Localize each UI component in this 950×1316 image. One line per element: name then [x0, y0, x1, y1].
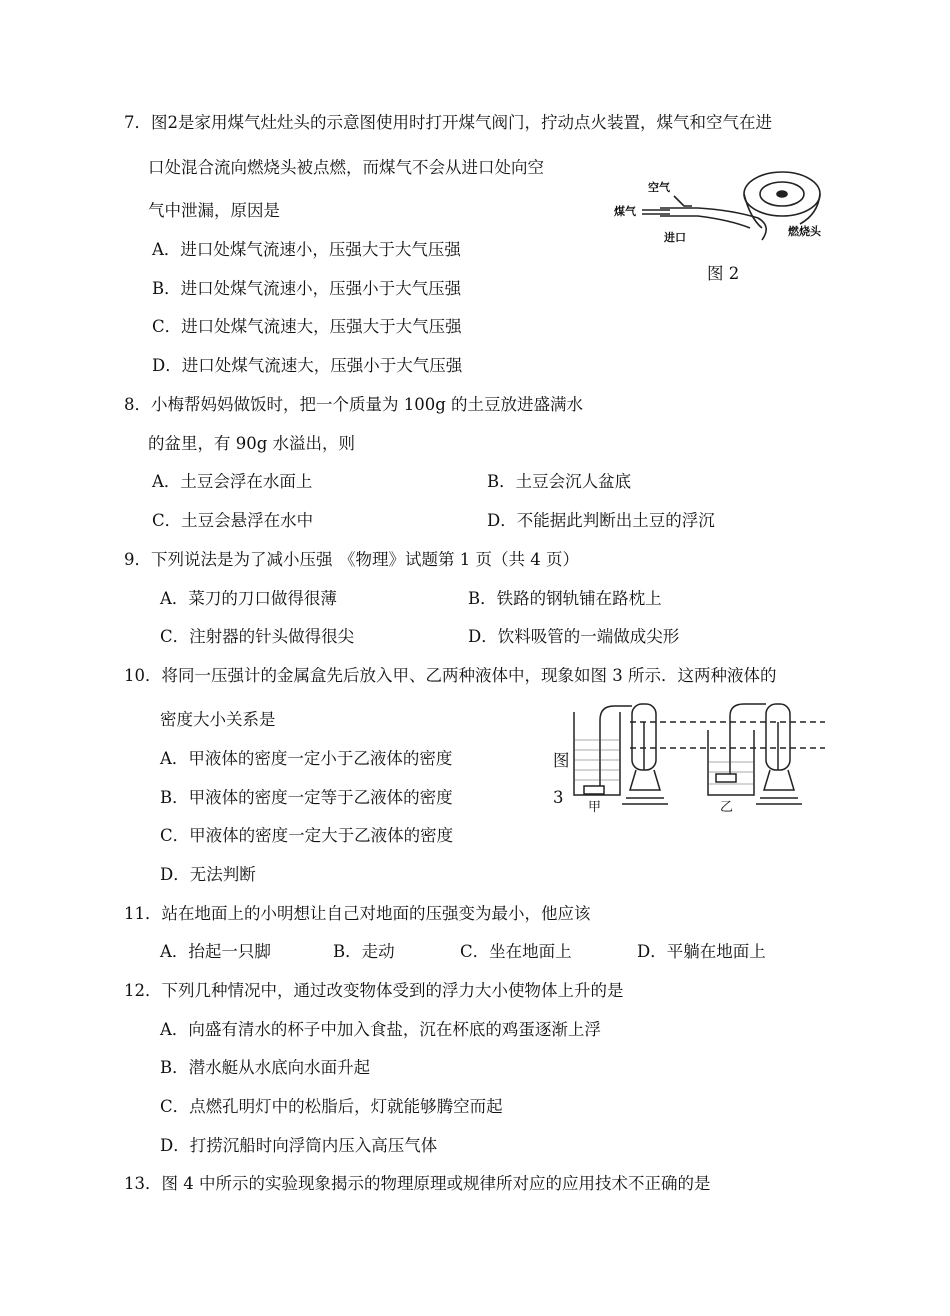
q7-stem-line2: 口处混合流向燃烧头被点燃，而煤气不会从进口处向空 — [148, 158, 544, 177]
figure-3-caption-part2: 3 — [553, 788, 564, 807]
figure-2-label-inlet: 进口 — [664, 231, 686, 244]
q9-option-d: D．饮料吸管的一端做成尖形 — [468, 627, 680, 646]
figure-2-label-gas: 煤气 — [614, 205, 636, 218]
q7-option-d: D．进口处煤气流速大，压强小于大气压强 — [152, 356, 463, 375]
q8-option-b: B．土豆会沉人盆底 — [487, 472, 632, 491]
q8-stem-line1: 8．小梅帮妈妈做饭时，把一个质量为 100g 的土豆放进盛满水 — [124, 395, 584, 414]
q10-stem-line2: 密度大小关系是 — [160, 710, 276, 729]
q10-option-d: D．无法判断 — [160, 865, 256, 884]
q7-stem-line3: 气中泄漏，原因是 — [148, 201, 280, 220]
q12-option-b: B．潜水艇从水底向水面升起 — [160, 1058, 371, 1077]
figure-2-label-air: 空气 — [648, 181, 670, 194]
q8-option-d: D．不能据此判断出土豆的浮沉 — [487, 511, 715, 530]
q9-option-a: A．菜刀的刀口做得很薄 — [160, 589, 337, 608]
q9-option-c: C．注射器的针头做得很尖 — [160, 627, 355, 646]
q11-option-d: D．平躺在地面上 — [637, 942, 766, 961]
figure-2-caption: 图 2 — [707, 264, 740, 283]
q11-option-b: B．走动 — [333, 942, 395, 961]
figure-3-label-jia: 甲 — [588, 800, 602, 815]
q7-option-c: C．进口处煤气流速大，压强大于大气压强 — [152, 317, 462, 336]
q8-option-c: C．土豆会悬浮在水中 — [152, 511, 314, 530]
q12-option-a: A．向盛有清水的杯子中加入食盐，沉在杯底的鸡蛋逐渐上浮 — [160, 1020, 601, 1039]
q9-stem-line1: 9．下列说法是为了减小压强 — [124, 550, 333, 569]
figure-3-caption-part1: 图 — [553, 751, 570, 770]
q10-option-c: C．甲液体的密度一定大于乙液体的密度 — [160, 826, 454, 845]
page-footer: 《物理》试题第 1 页（共 4 页） — [335, 550, 579, 570]
q11-option-a: A．抬起一只脚 — [160, 942, 271, 961]
q11-stem-line1: 11．站在地面上的小明想让自己对地面的压强变为最小，他应该 — [124, 904, 591, 923]
q7-option-a: A．进口处煤气流速小，压强大于大气压强 — [152, 240, 461, 259]
q7-option-b: B．进口处煤气流速小，压强小于大气压强 — [152, 279, 462, 298]
q10-option-b: B．甲液体的密度一定等于乙液体的密度 — [160, 788, 453, 807]
q12-option-d: D．打捞沉船时向浮筒内压入高压气体 — [160, 1136, 438, 1155]
q9-option-b: B．铁路的钢轨铺在路枕上 — [468, 589, 662, 608]
q10-stem-line1: 10．将同一压强计的金属盒先后放入甲、乙两种液体中，现象如图 3 所示．这两种液体的 — [124, 666, 777, 685]
q7-stem-line1: 7．图2是家用煤气灶灶头的示意图使用时打开煤气阀门，拧动点火装置，煤气和空气在进 — [124, 113, 772, 132]
q13-stem-line1: 13．图 4 中所示的实验现象揭示的物理原理或规律所对应的应用技术不正确的是 — [124, 1174, 711, 1193]
figure-3-manometer — [570, 700, 830, 820]
figure-3-label-yi: 乙 — [720, 800, 734, 815]
q8-stem-line2: 的盆里，有 90g 水溢出，则 — [148, 434, 356, 453]
q11-option-c: C．坐在地面上 — [460, 942, 572, 961]
q10-option-a: A．甲液体的密度一定小于乙液体的密度 — [160, 749, 453, 768]
figure-2-gas-burner — [612, 166, 832, 250]
q8-option-a: A．土豆会浮在水面上 — [152, 472, 313, 491]
q12-stem-line1: 12．下列几种情况中，通过改变物体受到的浮力大小使物体上升的是 — [124, 981, 624, 1000]
figure-2-label-burner: 燃烧头 — [788, 225, 821, 238]
q12-option-c: C．点燃孔明灯中的松脂后，灯就能够腾空而起 — [160, 1097, 503, 1116]
